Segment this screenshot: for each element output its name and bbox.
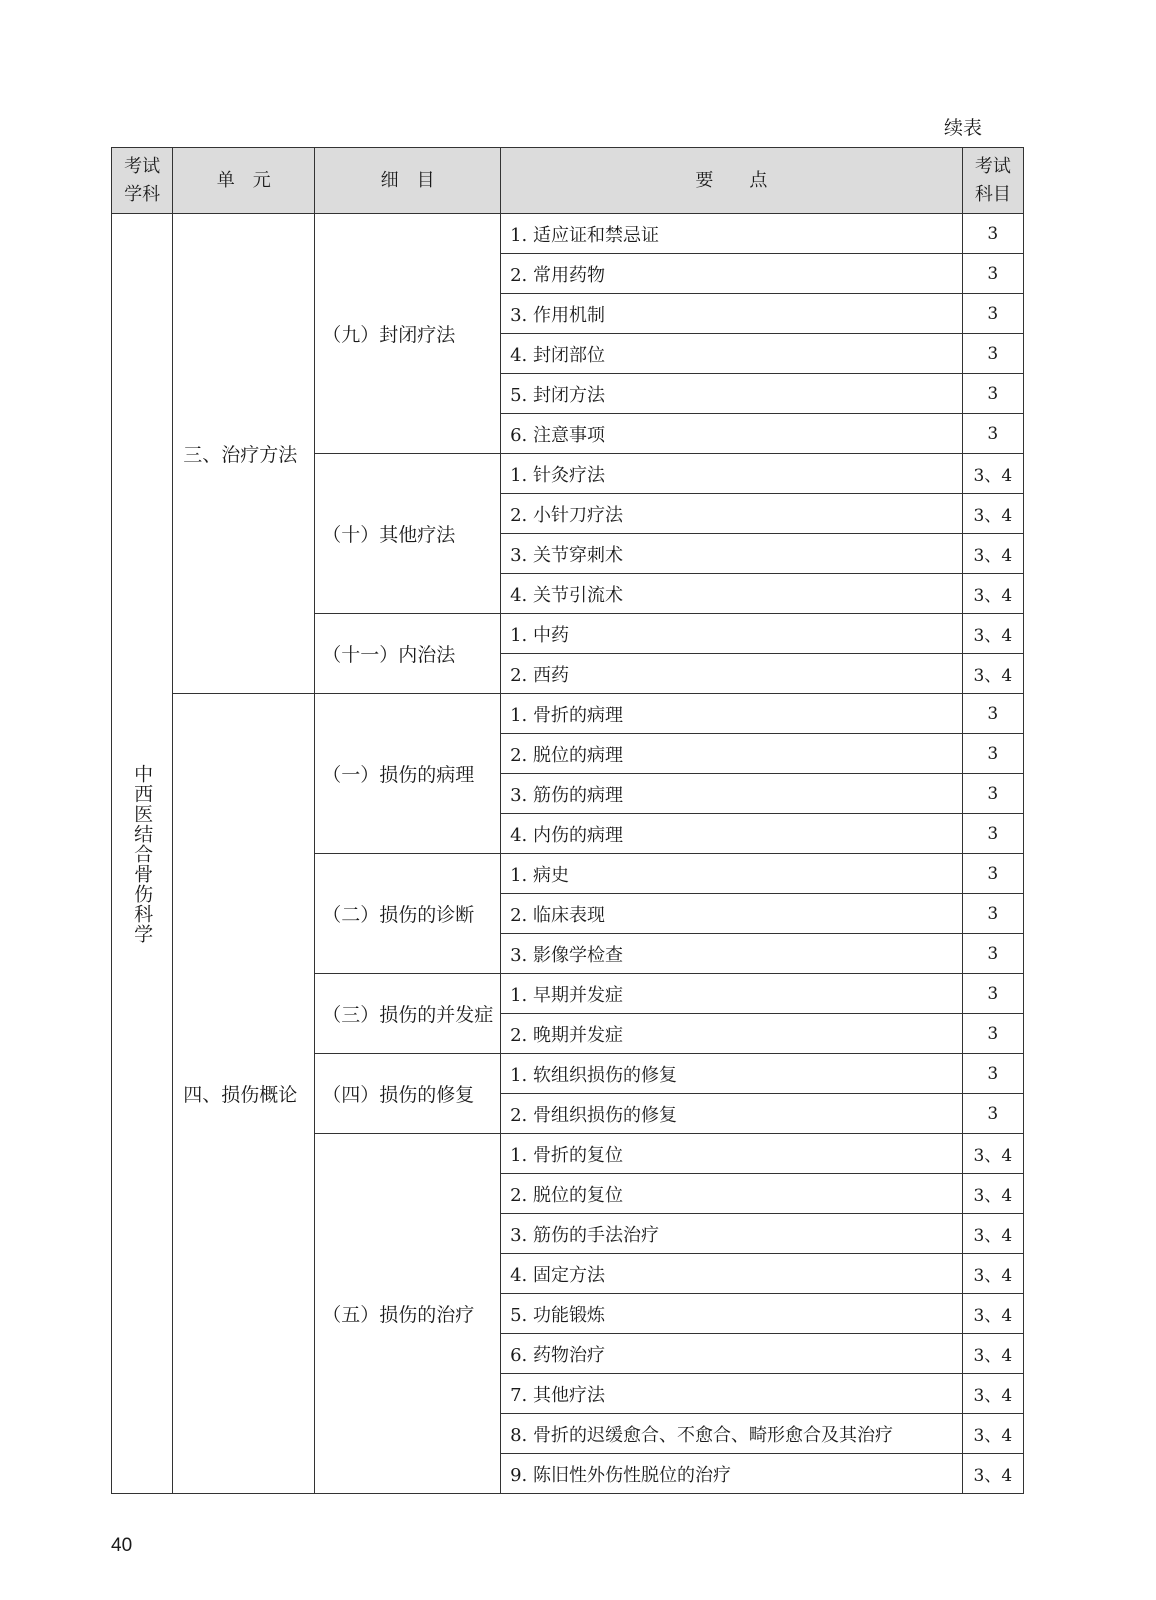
item-cell: （一）损伤的病理: [315, 694, 501, 854]
header-item: 细 目: [315, 148, 501, 214]
level-cell: 3、4: [962, 1414, 1023, 1454]
level-cell: 3、4: [962, 1454, 1023, 1494]
table-body: [112, 214, 1024, 1494]
point-cell: 1. 早期并发症: [501, 974, 963, 1014]
level-cell: 3、4: [962, 1334, 1023, 1374]
point-cell: 1. 骨折的复位: [501, 1134, 963, 1174]
item-cell: （九）封闭疗法: [315, 214, 501, 454]
level-cell: 3、4: [962, 1374, 1023, 1414]
level-cell: 3: [962, 774, 1023, 814]
table-row: [112, 214, 1024, 254]
point-cell: 1. 适应证和禁忌证: [501, 214, 963, 254]
item-cell: （五）损伤的治疗: [315, 1134, 501, 1494]
unit-cell: 四、损伤概论: [173, 694, 315, 1494]
point-cell: 2. 临床表现: [501, 894, 963, 934]
level-cell: 3: [962, 374, 1023, 414]
level-cell: 3: [962, 414, 1023, 454]
level-cell: 3: [962, 854, 1023, 894]
subject-cell: [112, 214, 173, 1494]
item-cell: （四）损伤的修复: [315, 1054, 501, 1134]
header-point: 要 点: [501, 148, 963, 214]
point-cell: 2. 脱位的复位: [501, 1174, 963, 1214]
level-cell: 3: [962, 814, 1023, 854]
header-level: [962, 148, 1023, 214]
page-number: 40: [111, 1535, 133, 1556]
level-cell: 3、4: [962, 1174, 1023, 1214]
point-cell: 2. 西药: [501, 654, 963, 694]
point-cell: 1. 病史: [501, 854, 963, 894]
header-unit: 单 元: [173, 148, 315, 214]
unit-cell: 三、治疗方法: [173, 214, 315, 694]
header-subject-line1: 考试: [124, 155, 161, 177]
level-cell: 3: [962, 294, 1023, 334]
table-row: [112, 694, 1024, 734]
point-cell: 1. 中药: [501, 614, 963, 654]
point-cell: 3. 关节穿刺术: [501, 534, 963, 574]
header-level-line2: 科目: [974, 183, 1011, 205]
level-cell: 3: [962, 1014, 1023, 1054]
table-header-row: [112, 148, 1024, 214]
point-cell: 3. 作用机制: [501, 294, 963, 334]
point-cell: 4. 固定方法: [501, 1254, 963, 1294]
level-cell: 3: [962, 1094, 1023, 1134]
level-cell: 3: [962, 1054, 1023, 1094]
level-cell: 3、4: [962, 1254, 1023, 1294]
level-cell: 3: [962, 254, 1023, 294]
header-subject-line2: 学科: [124, 183, 161, 205]
point-cell: 3. 影像学检查: [501, 934, 963, 974]
point-cell: 2. 小针刀疗法: [501, 494, 963, 534]
header-level-line1: 考试: [974, 155, 1011, 177]
level-cell: 3、4: [962, 574, 1023, 614]
header-subject: [112, 148, 173, 214]
point-cell: 2. 脱位的病理: [501, 734, 963, 774]
level-cell: 3、4: [962, 1294, 1023, 1334]
point-cell: 5. 封闭方法: [501, 374, 963, 414]
item-cell: （三）损伤的并发症: [315, 974, 501, 1054]
level-cell: 3、4: [962, 454, 1023, 494]
continued-table-label: 续表: [944, 117, 983, 139]
item-cell: （十一）内治法: [315, 614, 501, 694]
level-cell: 3: [962, 974, 1023, 1014]
level-cell: 3、4: [962, 1134, 1023, 1174]
point-cell: 1. 针灸疗法: [501, 454, 963, 494]
item-cell: （十）其他疗法: [315, 454, 501, 614]
point-cell: 3. 筋伤的手法治疗: [501, 1214, 963, 1254]
item-cell: （二）损伤的诊断: [315, 854, 501, 974]
point-cell: 9. 陈旧性外伤性脱位的治疗: [501, 1454, 963, 1494]
level-cell: 3: [962, 894, 1023, 934]
point-cell: 4. 封闭部位: [501, 334, 963, 374]
point-cell: 8. 骨折的迟缓愈合、不愈合、畸形愈合及其治疗: [501, 1414, 963, 1454]
level-cell: 3: [962, 734, 1023, 774]
point-cell: 7. 其他疗法: [501, 1374, 963, 1414]
point-cell: 1. 骨折的病理: [501, 694, 963, 734]
level-cell: 3、4: [962, 614, 1023, 654]
point-cell: 5. 功能锻炼: [501, 1294, 963, 1334]
syllabus-table: [111, 147, 1024, 1494]
level-cell: 3: [962, 694, 1023, 734]
point-cell: 6. 注意事项: [501, 414, 963, 454]
point-cell: 4. 关节引流术: [501, 574, 963, 614]
point-cell: 2. 常用药物: [501, 254, 963, 294]
level-cell: 3: [962, 934, 1023, 974]
subject-name: 中西医结合骨伤科学: [131, 763, 154, 944]
level-cell: 3、4: [962, 494, 1023, 534]
point-cell: 3. 筋伤的病理: [501, 774, 963, 814]
level-cell: 3: [962, 334, 1023, 374]
point-cell: 2. 晚期并发症: [501, 1014, 963, 1054]
level-cell: 3、4: [962, 654, 1023, 694]
level-cell: 3、4: [962, 534, 1023, 574]
point-cell: 1. 软组织损伤的修复: [501, 1054, 963, 1094]
point-cell: 4. 内伤的病理: [501, 814, 963, 854]
point-cell: 2. 骨组织损伤的修复: [501, 1094, 963, 1134]
point-cell: 6. 药物治疗: [501, 1334, 963, 1374]
level-cell: 3、4: [962, 1214, 1023, 1254]
level-cell: 3: [962, 214, 1023, 254]
